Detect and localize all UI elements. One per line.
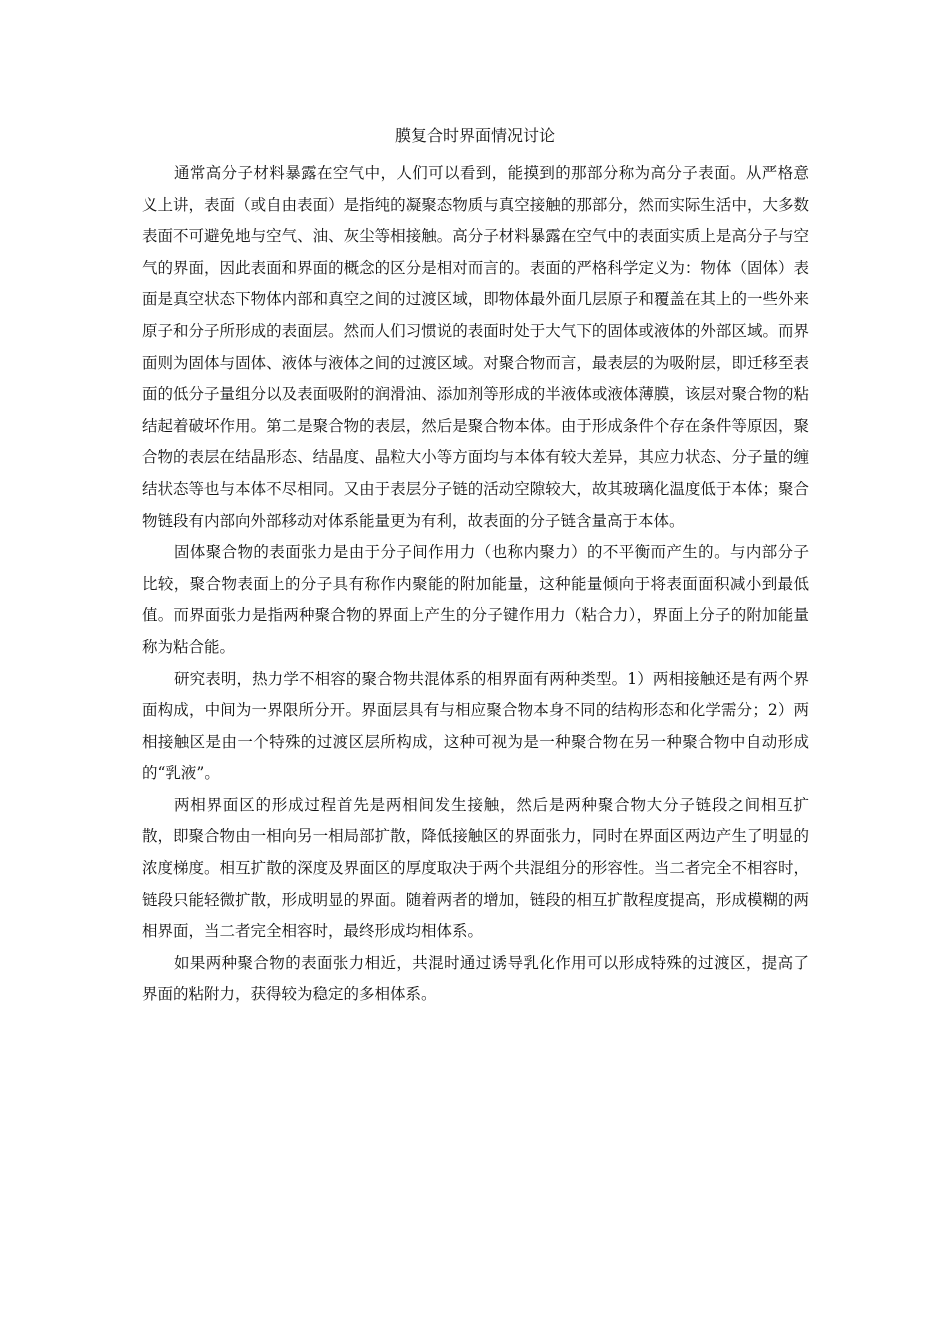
document-body (142, 158, 809, 1011)
paragraph-surface-tension: 固体聚合物的表面张力是由于分子间作用力（也称内聚力）的不平衡而产生的。与内部分子比较，聚合物表面上的分子具有称作内聚能的附加能量，这种能量倾向于将表面面积减小到最低值。而界面张力是指两种聚合物的界面上产生的分子键作用力（粘合力），界面上分子的附加能量称为粘合能。 (142, 543, 809, 656)
paragraph-interface-types: 研究表明，热力学不相容的聚合物共混体系的相界面有两种类型。1）两相接触还是有两个界面构成，中间为一界限所分开。界面层具有与相应聚合物本身不同的结构形态和化学需分；2）两相接触区是由一个特殊的过渡区层所构成，这种可视为是一种聚合物在另一种聚合物中自动形成的“乳液”。 (142, 669, 809, 783)
paragraph-emulsification: 如果两种聚合物的表面张力相近，共混时通过诱导乳化作用可以形成特殊的过渡区，提高了界面的粘附力，获得较为稳定的多相体系。 (142, 953, 809, 1004)
paragraph-interface-formation: 两相界面区的形成过程首先是两相间发生接触，然后是两种聚合物大分子链段之间相互扩散，即聚合物由一相向另一相局部扩散，降低接触区的界面张力，同时在界面区两边产生了明显的浓度梯度。相互扩散的深度及界面区的厚度取决于两个共混组分的形容性。当二者完全不相容时，链段只能轻微扩散，形成明显的界面。随着两者的增加，链段的相互扩散程度提高，形成模糊的两相界面，当二者完全相容时，最终形成均相体系。 (142, 795, 809, 941)
paragraph-surface-definition: 通常高分子材料暴露在空气中，人们可以看到，能摸到的那部分称为高分子表面。从严格意义上讲，表面（或自由表面）是指纯的凝聚态物质与真空接触的那部分，然而实际生活中，大多数表面不可避免地与空气、油、灰尘等相接触。高分子材料暴露在空气中的表面实质上是高分子与空气的界面，因此表面和界面的概念的区分是相对而言的。表面的严格科学定义为：物体（固体）表面是真空状态下物体内部和真空之间的过渡区域，即物体最外面几层原子和覆盖在其上的一些外来原子和分子所形成的表面层。然而人们习惯说的表面时处于大气下的固体或液体的外部区域。而界面则为固体与固体、液体与液体之间的过渡区域。对聚合物而言，最表层的为吸附层，即迁移至表面的低分子量组分以及表面吸附的润滑油、添加剂等形成的半液体或液体薄膜，该层对聚合物的粘结起着破坏作用。第二是聚合物的表层，然后是聚合物本体。由于形成条件个存在条件等原因，聚合物的表层在结晶形态、结晶度、晶粒大小等方面均与本体有较大差异，其应力状态、分子量的缠结状态等也与本体不尽相同。又由于表层分子链的活动空隙较大，故其玻璃化温度低于本体；聚合物链段有内部向外部移动对体系能量更为有利，故表面的分子链含量高于本体。 (142, 164, 809, 530)
document-title: 膜复合时界面情况讨论 (394, 126, 555, 145)
